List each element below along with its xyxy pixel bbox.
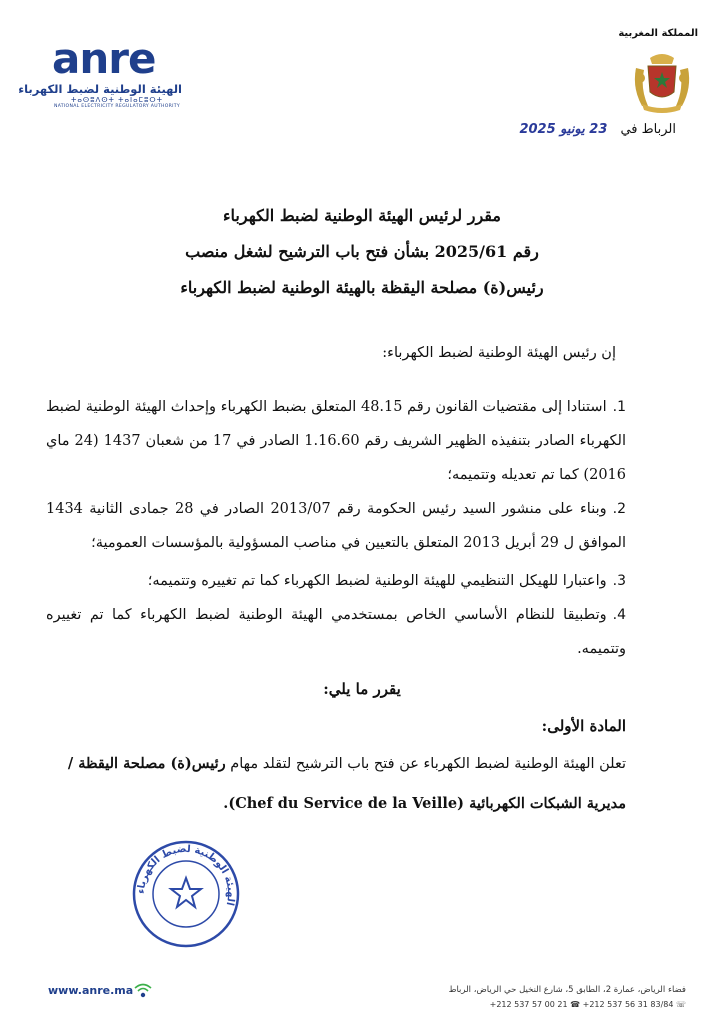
logo-tifinagh-name: ⵜⴰⵙⵓⴷⵙⵜ ⵜⴰⵏⴰⵎⵓⵔⵜ (71, 96, 163, 104)
title-line-1: مقرر لرئيس الهيئة الوطنية لضبط الكهرباء (223, 206, 501, 225)
stamp-text: الهيئة الوطنية لضبط الكهرباء (135, 843, 237, 907)
item-text: وبناء على منشور السيد رئيس الحكومة رقم 2013/07 الصادر في 28 جمادى الثانية 1434 الموافق ل 29 أبريل 2013 المتعلق بالتعيين في مناصب المسؤولية بالمؤسسات العمومية؛ (46, 501, 626, 551)
title-line-3: رئيس(ة) مصلحة اليقظة بالهيئة الوطنية لضبط الكهرباء (180, 278, 544, 297)
logo-wordmark: anre (52, 34, 156, 83)
preamble-item (46, 598, 626, 666)
footer-address: فضاء الرياض، عمارة 2، الطابق 5، شارع النخيل حي الرياض، الرباط (448, 985, 686, 995)
footer-website[interactable]: www.anre.ma (48, 984, 134, 997)
anre-logo (18, 34, 187, 110)
item-number: 2. (612, 501, 627, 517)
item-number: 3. (612, 573, 626, 589)
wifi-leaf-icon (132, 980, 154, 1000)
date-line (519, 118, 676, 137)
moroccan-coat-of-arms-icon (628, 48, 696, 114)
footer-phones: +212 537 57 00 21 ☎ +212 537 56 31 83/84 ☏ (489, 1000, 686, 1009)
official-stamp (130, 838, 242, 950)
item-text: استنادا إلى مقتضيات القانون رقم 48.15 المتعلق بضبط الكهرباء وإحداث الهيئة الوطنية لضبط الكهرباء الصادر بتنفيذه الظهير الشريف رقم 1.16.60 الصادر في 17 من شعبان 1437 (24 ماي 2016) كما تم تعديله وتتميمه؛ (46, 399, 626, 483)
logo-arabic-name: الهيئة الوطنية لضبط الكهرباء (18, 82, 182, 96)
decree-heading: يقرر ما يلي: (323, 680, 401, 698)
item-text: واعتبارا للهيكل التنظيمي للهيئة الوطنية لضبط الكهرباء كما تم تغييره وتتميمه؛ (147, 573, 607, 589)
preamble-item (46, 390, 626, 492)
decision-title (120, 198, 604, 306)
preamble-item (46, 564, 626, 598)
preamble-item (46, 492, 626, 560)
kingdom-label: المملكة المغربية (618, 28, 698, 39)
article-position: رئيس(ة) مصلحة اليقظة /مديرية الشبكات الكهربائية (Chef du Service de la Veille). (67, 755, 626, 812)
preamble-intro: إن رئيس الهيئة الوطنية لضبط الكهرباء: (382, 345, 616, 361)
date-handwritten: 23 يونيو 2025 (519, 122, 608, 137)
article-text: تعلن الهيئة الوطنية لضبط الكهرباء عن فتح باب الترشيح لتقلد مهام (230, 756, 626, 772)
article-body (46, 744, 626, 824)
logo-english-name: NATIONAL ELECTRICITY REGULATORY AUTHORITY (53, 104, 181, 109)
article-heading: المادة الأولى: (541, 717, 626, 735)
title-line-2: رقم 2025/61 بشأن فتح باب الترشيح لشغل منصب (185, 242, 539, 261)
item-number: 4. (612, 607, 626, 623)
date-place: الرباط في (620, 122, 676, 137)
star-seal-icon (171, 878, 201, 907)
item-number: 1. (612, 399, 626, 415)
item-text: وتطبيقا للنظام الأساسي الخاص بمستخدمي الهيئة الوطنية لضبط الكهرباء كما تم تغييره وتتميمه. (46, 607, 626, 657)
